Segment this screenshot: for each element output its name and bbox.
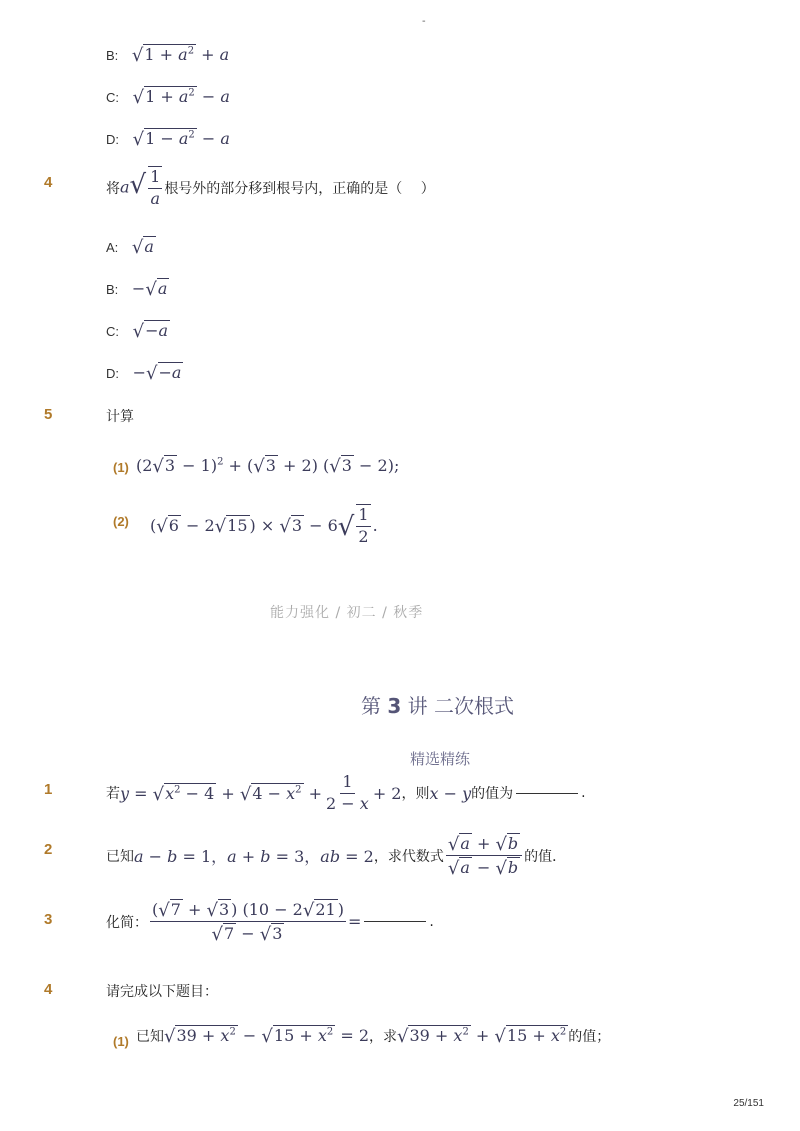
top-mark: - (422, 16, 426, 27)
sub-question-label: (2) (113, 514, 129, 529)
p4-tail: 的值； (568, 1028, 611, 1045)
p1-suffix: ，则 (401, 786, 430, 803)
p1-tail: 的值为 (471, 786, 514, 803)
chapter-prefix: 第 (361, 694, 381, 718)
p1-end: . (581, 785, 586, 802)
breadcrumb: 能力强化 / 初二 / 秋季 (270, 605, 424, 621)
option-label: C: (106, 324, 119, 339)
question-number: 4 (44, 981, 53, 998)
question-number: 3 (44, 911, 53, 928)
p3-end: . (429, 913, 434, 930)
option-label: D: (106, 132, 119, 147)
option-d[interactable]: D: −√−a (106, 363, 182, 384)
p1-prefix: 若 (106, 786, 120, 803)
option-c-prev[interactable]: C: $√1 + a^2 - a$ (106, 87, 230, 108)
answer-blank[interactable] (364, 921, 426, 922)
practice-4-text: 请完成以下题目： (106, 984, 218, 1000)
option-label: B: (106, 282, 119, 297)
option-b-prev[interactable]: B: $√1 + a^2 + a$ (106, 45, 230, 66)
p2-tail: 的值． (524, 848, 567, 865)
chapter-number: 3 (387, 694, 402, 718)
question-5-text: 计算 (106, 409, 134, 425)
option-label: C: (106, 90, 119, 105)
practice-4-sub1: 已知 $√39 + x^2 - √15 + x^2 = 2$ ，求 $√39 + x^2 + √15 + x^2$ 的值； (136, 1026, 611, 1047)
sub-question-label: (1) (113, 1034, 129, 1049)
p4-ask: ，求 (369, 1028, 397, 1045)
question-4-stem: 将 a√ $\frac{1}{a}$ 根号外的部分移到根号内，正确的是（ ） (106, 167, 435, 208)
p4-known: 已知 (136, 1028, 164, 1045)
p2-mid: ，求代数式 (373, 848, 444, 865)
option-label: A: (106, 240, 119, 255)
option-label: D: (106, 366, 119, 381)
question-number: 5 (44, 406, 53, 423)
question-number: 4 (44, 174, 53, 191)
question-number: 2 (44, 841, 53, 858)
sub-question-label: (1) (113, 460, 129, 475)
answer-blank[interactable] (516, 793, 578, 794)
q5-expression-2: (√6 − 2√15 ) × √3 − 6 √ $\frac{1}{2}$ . (150, 505, 378, 546)
p2-prefix: 已知 (106, 848, 134, 865)
chapter-suffix: 讲 二次根式 (407, 694, 514, 718)
q4-text: 根号外的部分移到根号内，正确的是（ ） (164, 180, 435, 197)
option-d-prev[interactable]: D: $√1 - a^2 - a$ (106, 129, 230, 150)
option-label: B: (106, 48, 119, 63)
section-title: 精选精练 (409, 750, 470, 768)
option-b[interactable]: B: −√a (106, 279, 168, 300)
practice-1: 若 $y = √x^2 - 4 + √4 - x^2$ + $\frac{1}{2 - x}$ + 2 ，则 x − y 的值为 . (106, 772, 586, 813)
page-number: 25/151 (733, 1098, 764, 1109)
q5-expression-1: $(2√3 - 1)^2 + (√3 + 2)$ (√3 − 2); (136, 456, 400, 477)
chapter-title (361, 690, 514, 719)
practice-2: 已知 a − b = 1，a + b = 3，ab = 2 ，求代数式 $\frac{√a + √b}{√a - √b}$ 的值． (106, 834, 567, 880)
option-c[interactable]: C: √−a (106, 321, 169, 342)
practice-3: 化简： $\frac{(√7 + √3 ) (10 - 2√21 )}{√7 - √3}$ = . (106, 900, 434, 946)
option-a[interactable]: A: √a (106, 237, 154, 258)
p3-prefix: 化简： (106, 914, 148, 931)
question-number: 1 (44, 781, 53, 798)
q4-prefix: 将 (106, 180, 120, 197)
